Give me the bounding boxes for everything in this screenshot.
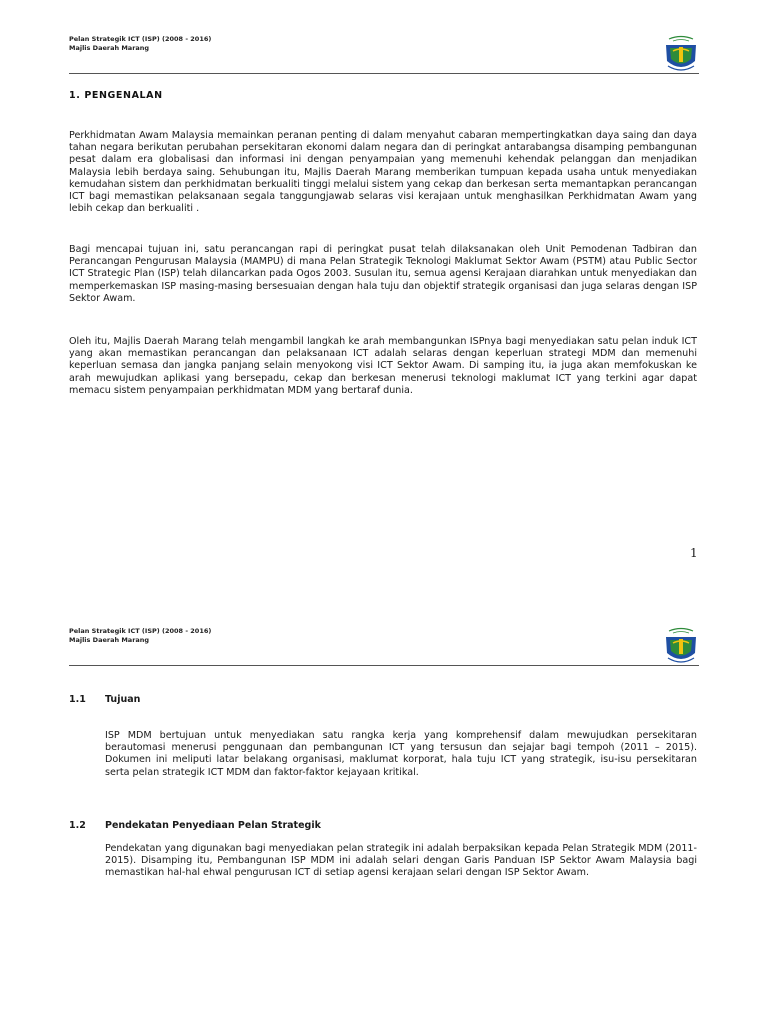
header-title (69, 35, 211, 53)
header-title (69, 627, 211, 645)
section-title-pendekatan: Pendekatan Penyediaan Pelan Strategik (105, 820, 321, 831)
paragraph: Pendekatan yang digunakan bagi menyediakan pelan strategik ini adalah berpaksikan kepada Pelan Strategik MDM (2011-2015). Disamping itu, Pembangunan ISP MDM ini adalah selari dengan Garis Panduan ISP Sektor Awam Malaysia bagi memastikan hal-hal ehwal pengurusan ICT di setiap agensi kerajaan selari dengan ISP Sektor Awam. (105, 843, 697, 879)
header-divider (69, 73, 699, 74)
paragraph: ISP MDM bertujuan untuk menyediakan satu rangka kerja yang komprehensif dalam mewujudkan persekitaran berautomasi menerusi penggunaan dan pembangunan ICT yang tersusun dan sejajar bagi tempoh (2011 – 2015). Dokumen ini meliputi latar belakang organisasi, maklumat korporat, hala tuju ICT yang strategik, isu-isu persekitaran serta pelan strategik ICT MDM dan faktor-faktor kejayaan kritikal. (105, 730, 697, 778)
mdm-logo-icon (661, 33, 701, 75)
paragraph: Oleh itu, Majlis Daerah Marang telah mengambil langkah ke arah membangunkan ISPnya bagi menyediakan satu pelan induk ICT yang akan memastikan perancangan dan pelaksanaan ICT adalah selaras dengan keperluan strategi MDM dan memenuhi keperluan semasa dan jangka panjang selain menyokong visi ICT Sektor Awam. Di samping itu, ia juga akan memfokuskan ke arah mewujudkan aplikasi yang bersepadu, cekap dan berkesan menerusi teknologi maklumat ICT yang terkini agar dapat memacu sistem penyampaian perkhidmatan MDM yang bertaraf dunia. (69, 336, 697, 396)
header-line1: Pelan Strategik ICT (ISP) (2008 - 2016) (69, 35, 212, 43)
section-number: 1.2 (69, 820, 86, 831)
header-divider (69, 665, 699, 666)
header-line2: Majlis Daerah Marang (69, 636, 150, 644)
header-line1: Pelan Strategik ICT (ISP) (2008 - 2016) (69, 627, 212, 635)
header-line2: Majlis Daerah Marang (69, 44, 150, 52)
page-number: 1 (690, 546, 698, 560)
section-title-tujuan: Tujuan (105, 694, 141, 705)
section-number: 1.1 (69, 694, 86, 705)
section-title-pengenalan: 1. PENGENALAN (69, 90, 163, 101)
paragraph: Perkhidmatan Awam Malaysia memainkan peranan penting di dalam menyahut cabaran mempertingkatkan daya saing dan daya tahan negara berikutan perubahan persekitaran ekonomi dalam negara dan di peringkat antarabangsa disamping pembangunan pesat dalam era globalisasi dan informasi ini dengan penyampaian yang memenuhi kehendak pelanggan dan menjadikan Malaysia lebih berdaya saing. Sehubungan itu, Majlis Daerah Marang memberikan tumpuan kepada usaha untuk menyediakan kemudahan sistem dan perkhidmatan berkualiti tinggi melalui sistem yang cekap dan berkesan serta memantapkan perancangan ICT bagi memastikan pelaksanaan segala tanggungjawab selaras visi kerajaan untuk menghasilkan Perkhidmatan Awam yang lebih cekap dan berkualiti . (69, 130, 697, 215)
mdm-logo-icon (661, 625, 701, 667)
paragraph: Bagi mencapai tujuan ini, satu perancangan rapi di peringkat pusat telah dilaksanakan oleh Unit Pemodenan Tadbiran dan Perancangan Pengurusan Malaysia (MAMPU) di mana Pelan Strategik Teknologi Maklumat Sektor Awam (PSTM) atau Public Sector ICT Strategic Plan (ISP) telah dilancarkan pada Ogos 2003. Susulan itu, semua agensi Kerajaan diarahkan untuk menyediakan dan memperkemaskan ISP masing-masing bersesuaian dengan hala tuju dan objektif strategik organisasi dan juga selaras dengan ISP Sektor Awam. (69, 244, 697, 304)
